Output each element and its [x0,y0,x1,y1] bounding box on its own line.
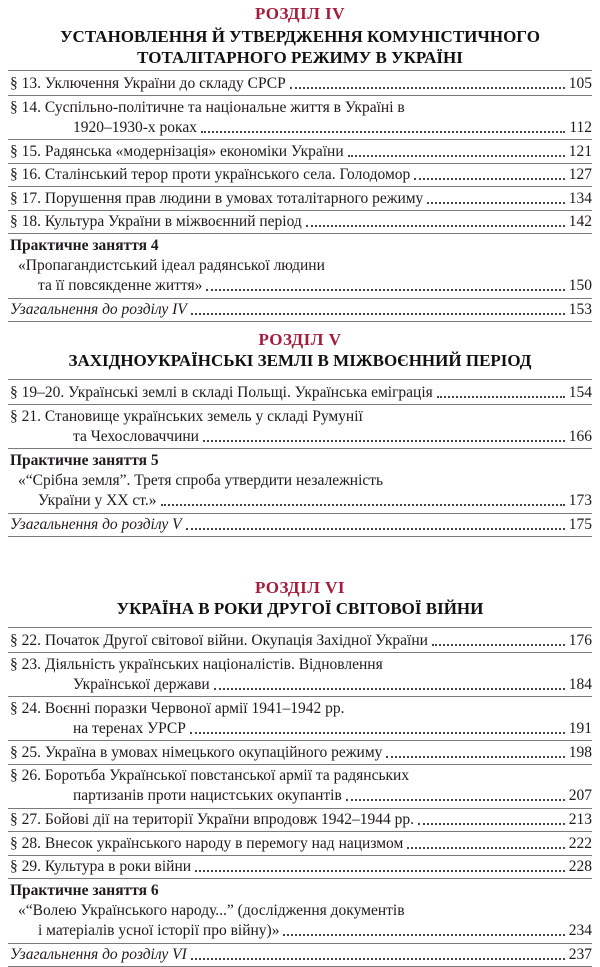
practice-heading: Практичне заняття 4 [10,236,159,254]
entry-line [10,427,592,447]
dot-leader [418,821,565,825]
section-number-heading: РОЗДІЛ IV [254,4,346,23]
entry-title-text: § 17. Порушення прав людини в умовах тоталітарного режиму [10,189,424,207]
dot-leader [432,642,565,646]
toc-entry[interactable] [10,74,592,94]
entry-title-text: § 13. Уключення України до складу СРСР [10,75,286,92]
summary-title-text: Узагальнення до розділу IV [10,301,187,318]
page-number: 184 [568,675,592,693]
section-title: ЗАХІДНОУКРАЇНСЬКІ ЗЕМЛІ В МІЖВОЄННИЙ ПЕРІОД [68,351,532,370]
divider-line [8,233,592,234]
entry-title-text: § 22. Початок Другої світової війни. Окупація Західної України [10,632,428,649]
entry-title-text: § 23. Діяльність українських націоналістів. Відновлення [10,655,383,673]
entry-title-text: 1920–1930-х роках [73,118,197,136]
entry-title-text: § 16. Сталінський терор проти українського села. Голодомор [10,166,411,183]
divider-line [8,321,592,322]
dot-leader [348,153,565,157]
entry-line [10,74,592,94]
divider-line [8,808,592,809]
dot-leader [407,845,564,849]
page-number: 127 [568,166,592,183]
page-number: 150 [568,277,592,294]
page-number: 234 [568,922,592,939]
entry-title-text: § 14. Суспільно-політичне та національне життя в Україні в [10,98,405,116]
dot-leader [427,200,564,204]
divider-line [8,298,592,299]
entry-title-text: § 29. Культура в роки війни [10,858,192,875]
dot-leader [201,129,565,133]
entry-line [18,471,592,491]
page-number: 142 [568,213,592,230]
page-number: 191 [568,719,592,737]
toc-entry[interactable] [10,631,592,651]
dot-leader [203,438,565,442]
entry-line [10,786,592,806]
page-number: 134 [568,189,592,207]
entry-line [10,118,592,138]
entry-title-text: § 26. Боротьба Української повстанської армії та радянських [10,767,410,784]
practice-entry[interactable] [18,256,592,296]
entry-line [10,165,592,185]
page-number: 176 [568,632,592,649]
divider-line [8,878,592,879]
page-number: 153 [568,301,592,318]
dot-leader [161,502,565,506]
dot-leader [186,526,565,530]
toc-entry[interactable] [10,766,592,806]
entry-line [10,655,592,675]
dot-leader [214,686,565,690]
entry-title-text: § 18. Культура України в міжвоєнний період [10,213,302,230]
divider-line [8,186,592,187]
page-number: 213 [568,811,592,828]
dot-leader [191,956,565,960]
dot-leader [306,223,565,227]
dot-leader [386,754,564,758]
dot-leader [290,85,565,89]
page-number: 222 [568,834,592,852]
divider-line [8,831,592,832]
divider-line [8,70,592,71]
entry-line [10,810,592,830]
dot-leader [206,287,564,291]
entry-line [10,212,592,232]
practice-heading: Практичне заняття 5 [10,451,159,469]
section-number-heading: РОЗДІЛ V [258,330,342,349]
toc-entry[interactable] [10,142,592,162]
entry-title-text: та Чехословаччини [73,427,199,445]
divider-line [8,536,592,537]
dot-leader [414,176,564,180]
entry-line [18,491,592,511]
entry-line [10,766,592,786]
entry-title-text: § 15. Радянська «модернізація» економіки України [10,142,344,160]
summary-entry[interactable] [10,300,592,320]
entry-title-text: і матеріалів усної історії про війну)» [38,922,280,939]
summary-title-text: Узагальнення до розділу VI [10,946,187,963]
divider-line [8,740,592,741]
entry-title-text: § 19–20. Українські землі в складі Польщі. Українська еміграція [10,384,433,401]
page-number: 207 [568,787,592,804]
entry-line [10,857,592,877]
divider-line [8,404,592,405]
dot-leader [283,932,564,936]
section-number-heading: РОЗДІЛ VI [254,578,346,597]
page-number: 228 [568,858,592,875]
page-number: 175 [568,516,592,533]
section-title: УСТАНОВЛЕННЯ Й УТВЕРДЖЕННЯ КОМУНІСТИЧНОГО [60,27,540,46]
divider-line [8,943,592,944]
entry-line [18,921,592,941]
page-number: 166 [568,427,592,445]
toc-entry[interactable] [10,699,592,739]
entry-title-text: України у XX ст.» [38,492,157,509]
toc-entry[interactable] [10,743,592,763]
entry-line [10,675,592,695]
divider-line [8,139,592,140]
section-title: ТОТАЛІТАРНОГО РЕЖИМУ В УКРАЇНІ [137,48,463,67]
entry-line [10,300,592,320]
entry-line [10,142,592,162]
entry-title-text: Української держави [73,675,210,693]
divider-line [8,855,592,856]
divider-line [8,696,592,697]
entry-line [18,256,592,276]
toc-entry[interactable] [10,407,592,447]
page-number: 198 [568,743,592,761]
entry-line [10,699,592,719]
dot-leader [195,868,565,872]
entry-line [10,834,592,854]
entry-title-text: «“Волею Українського народу...” (дослідження документів [18,902,405,919]
entry-line [10,383,592,403]
toc-entry[interactable] [10,165,592,185]
entry-line [10,631,592,651]
toc-entry[interactable] [10,383,592,403]
entry-title-text: § 24. Воєнні поразки Червоної армії 1941–1942 рр. [10,699,345,717]
dot-leader [190,730,565,734]
divider-line [8,764,592,765]
page-number: 173 [568,492,592,509]
entry-title-text: та її повсякденне життя» [38,277,203,294]
divider-line [8,379,592,380]
entry-title-text: «Пропагандистський ідеал радянської людини [18,257,325,274]
divider-line [8,627,592,628]
section-title: УКРАЇНА В РОКИ ДРУГОЇ СВІТОВОЇ ВІЙНИ [116,599,484,618]
practice-heading: Практичне заняття 6 [10,881,159,899]
entry-line [10,407,592,427]
dot-leader [346,797,565,801]
summary-title-text: Узагальнення до розділу V [10,516,182,533]
entry-line [18,901,592,921]
entry-line [10,98,592,118]
toc-entry[interactable] [10,98,592,138]
toc-entry[interactable] [10,212,592,232]
entry-title-text: § 27. Бойові дії на території України впродовж 1942–1944 рр. [10,811,415,828]
entry-title-text: на теренах УРСР [73,719,186,737]
divider-line [8,448,592,449]
practice-entry[interactable] [18,901,592,941]
summary-entry[interactable] [10,945,592,965]
page-number: 112 [569,118,592,136]
summary-entry[interactable] [10,515,592,535]
entry-line [10,189,592,209]
divider-line [8,210,592,211]
entry-line [10,743,592,763]
entry-line [10,719,592,739]
page-number: 237 [568,946,592,963]
page-number: 154 [568,384,592,401]
divider-line [8,513,592,514]
entry-line [10,945,592,965]
divider-line [8,652,592,653]
toc-entry[interactable] [10,810,592,830]
entry-title-text: партизанів проти нацистських окупантів [73,787,342,804]
page-number: 105 [568,75,592,92]
entry-title-text: § 21. Становище українських земель у складі Румунії [10,407,363,425]
practice-entry[interactable] [18,471,592,511]
entry-line [10,515,592,535]
divider-line [8,95,592,96]
toc-entry[interactable] [10,834,592,854]
toc-entry[interactable] [10,189,592,209]
entry-title-text: § 28. Внесок українського народу в перемогу над нацизмом [10,834,404,852]
divider-line [8,163,592,164]
dot-leader [191,311,565,315]
entry-title-text: «“Срібна земля”. Третя спроба утвердити незалежність [18,472,384,489]
page-number: 121 [568,142,592,160]
dot-leader [437,394,565,398]
toc-entry[interactable] [10,655,592,695]
entry-title-text: § 25. Україна в умовах німецького окупаційного режиму [10,743,383,761]
entry-line [18,276,592,296]
toc-entry[interactable] [10,857,592,877]
